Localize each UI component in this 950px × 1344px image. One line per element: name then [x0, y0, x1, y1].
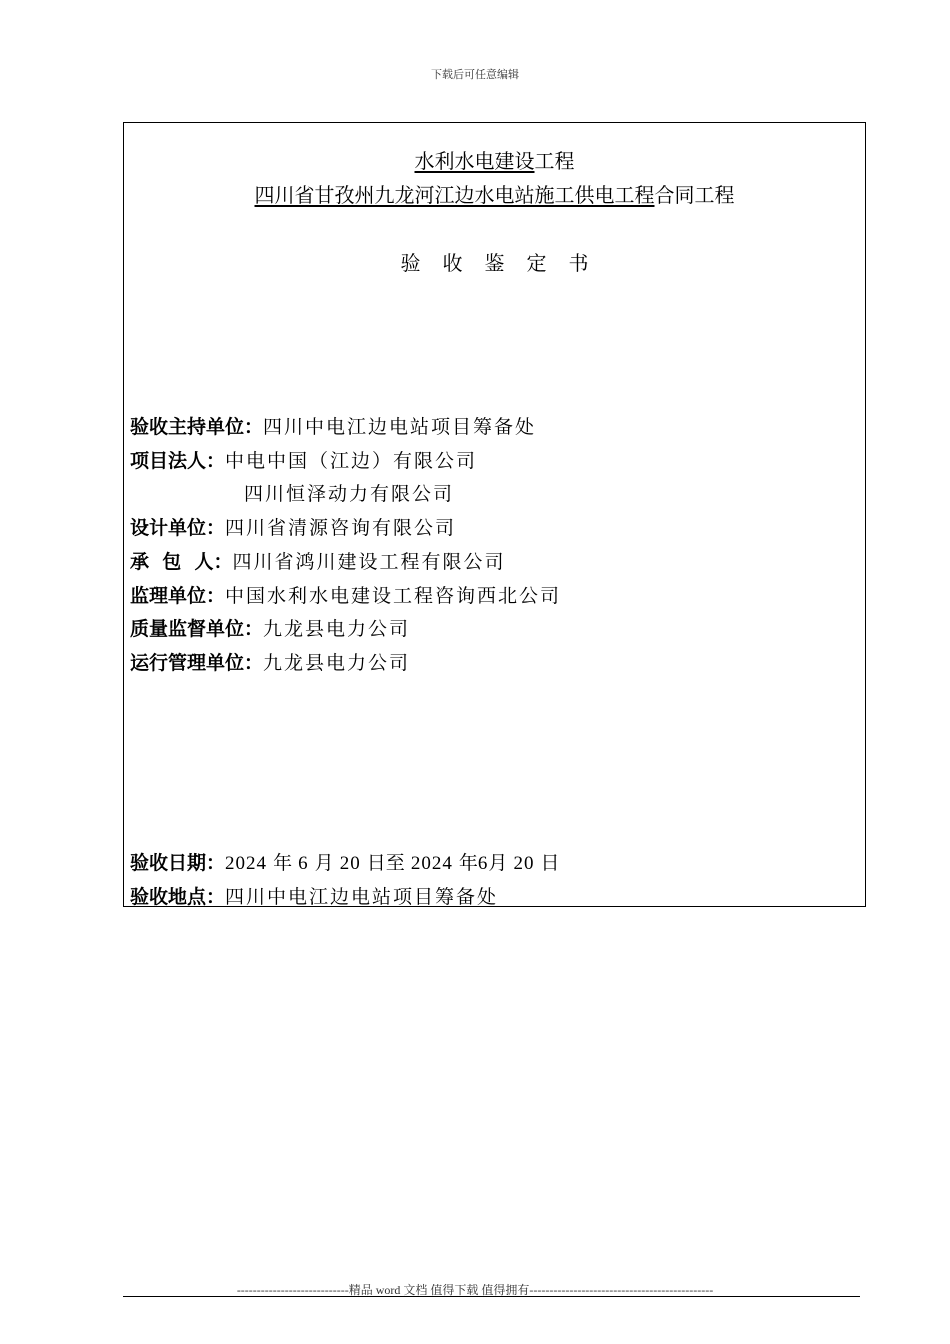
party-value: 四川中电江边电站项目筹备处	[263, 416, 537, 438]
document-title: 验收鉴定书	[400, 251, 611, 275]
project-category: 水利水电建设	[414, 149, 535, 173]
party-value: 四川恒泽动力有限公司	[244, 483, 455, 506]
project-category-suffix: 工程	[534, 149, 575, 173]
acceptance-date-label: 验收日期：	[130, 852, 226, 874]
day-unit: 日	[540, 852, 560, 874]
acceptance-info	[130, 847, 560, 914]
party-label: 监理单位：	[130, 584, 226, 607]
end-day: 20	[513, 853, 535, 874]
year-unit: 年	[273, 852, 293, 874]
party-row-design	[130, 512, 561, 546]
start-day: 20	[339, 853, 361, 874]
party-label: 验收主持单位：	[130, 416, 264, 438]
footer-divider	[123, 1296, 860, 1297]
party-value: 九龙县电力公司	[263, 651, 411, 674]
acceptance-place-label: 验收地点：	[130, 885, 226, 908]
start-month: 6	[298, 853, 309, 874]
document-frame	[123, 122, 866, 907]
month-unit: 月	[314, 852, 334, 874]
party-label: 运行管理单位：	[130, 651, 264, 674]
project-title-line1	[124, 147, 865, 175]
party-row-owner-2	[130, 478, 561, 512]
party-row-operation	[130, 647, 561, 681]
party-row-host	[130, 411, 561, 445]
party-label: 项目法人：	[130, 449, 226, 472]
party-label: 设计单位：	[130, 517, 226, 540]
party-value: 九龙县电力公司	[263, 618, 411, 641]
project-name-suffix: 合同工程	[654, 183, 735, 207]
party-row-contractor	[130, 546, 561, 580]
header-note: 下载后可任意编辑	[431, 68, 519, 81]
parties-list	[130, 411, 561, 681]
party-label: 质量监督单位：	[130, 618, 264, 641]
party-row-owner	[130, 445, 561, 479]
acceptance-place-value: 四川中电江边电站项目筹备处	[225, 885, 499, 908]
project-title-line2	[124, 181, 865, 209]
day-unit-to: 日至	[366, 852, 405, 874]
acceptance-date-row	[130, 847, 560, 881]
party-value: 中电中国（江边）有限公司	[225, 449, 478, 472]
party-value: 四川省鸿川建设工程有限公司	[232, 550, 506, 573]
party-value: 四川省清源咨询有限公司	[225, 517, 457, 540]
party-row-quality	[130, 613, 561, 647]
acceptance-place-row	[130, 881, 560, 915]
year-unit: 年	[458, 852, 478, 874]
party-row-supervisor	[130, 580, 561, 614]
project-name: 四川省甘孜州九龙河江边水电站施工供电工程	[254, 183, 655, 207]
end-month: 6	[477, 853, 489, 874]
footer-text: ----------------------------精品 word 文档 值得下载 值得拥有----------------------------------------------	[236, 1283, 714, 1297]
party-label: 承 包 人：	[130, 550, 233, 573]
month-unit: 月	[488, 852, 508, 874]
end-year: 2024	[410, 853, 453, 874]
start-year: 2024	[225, 853, 268, 874]
party-value: 中国水利水电建设工程咨询西北公司	[225, 584, 562, 607]
